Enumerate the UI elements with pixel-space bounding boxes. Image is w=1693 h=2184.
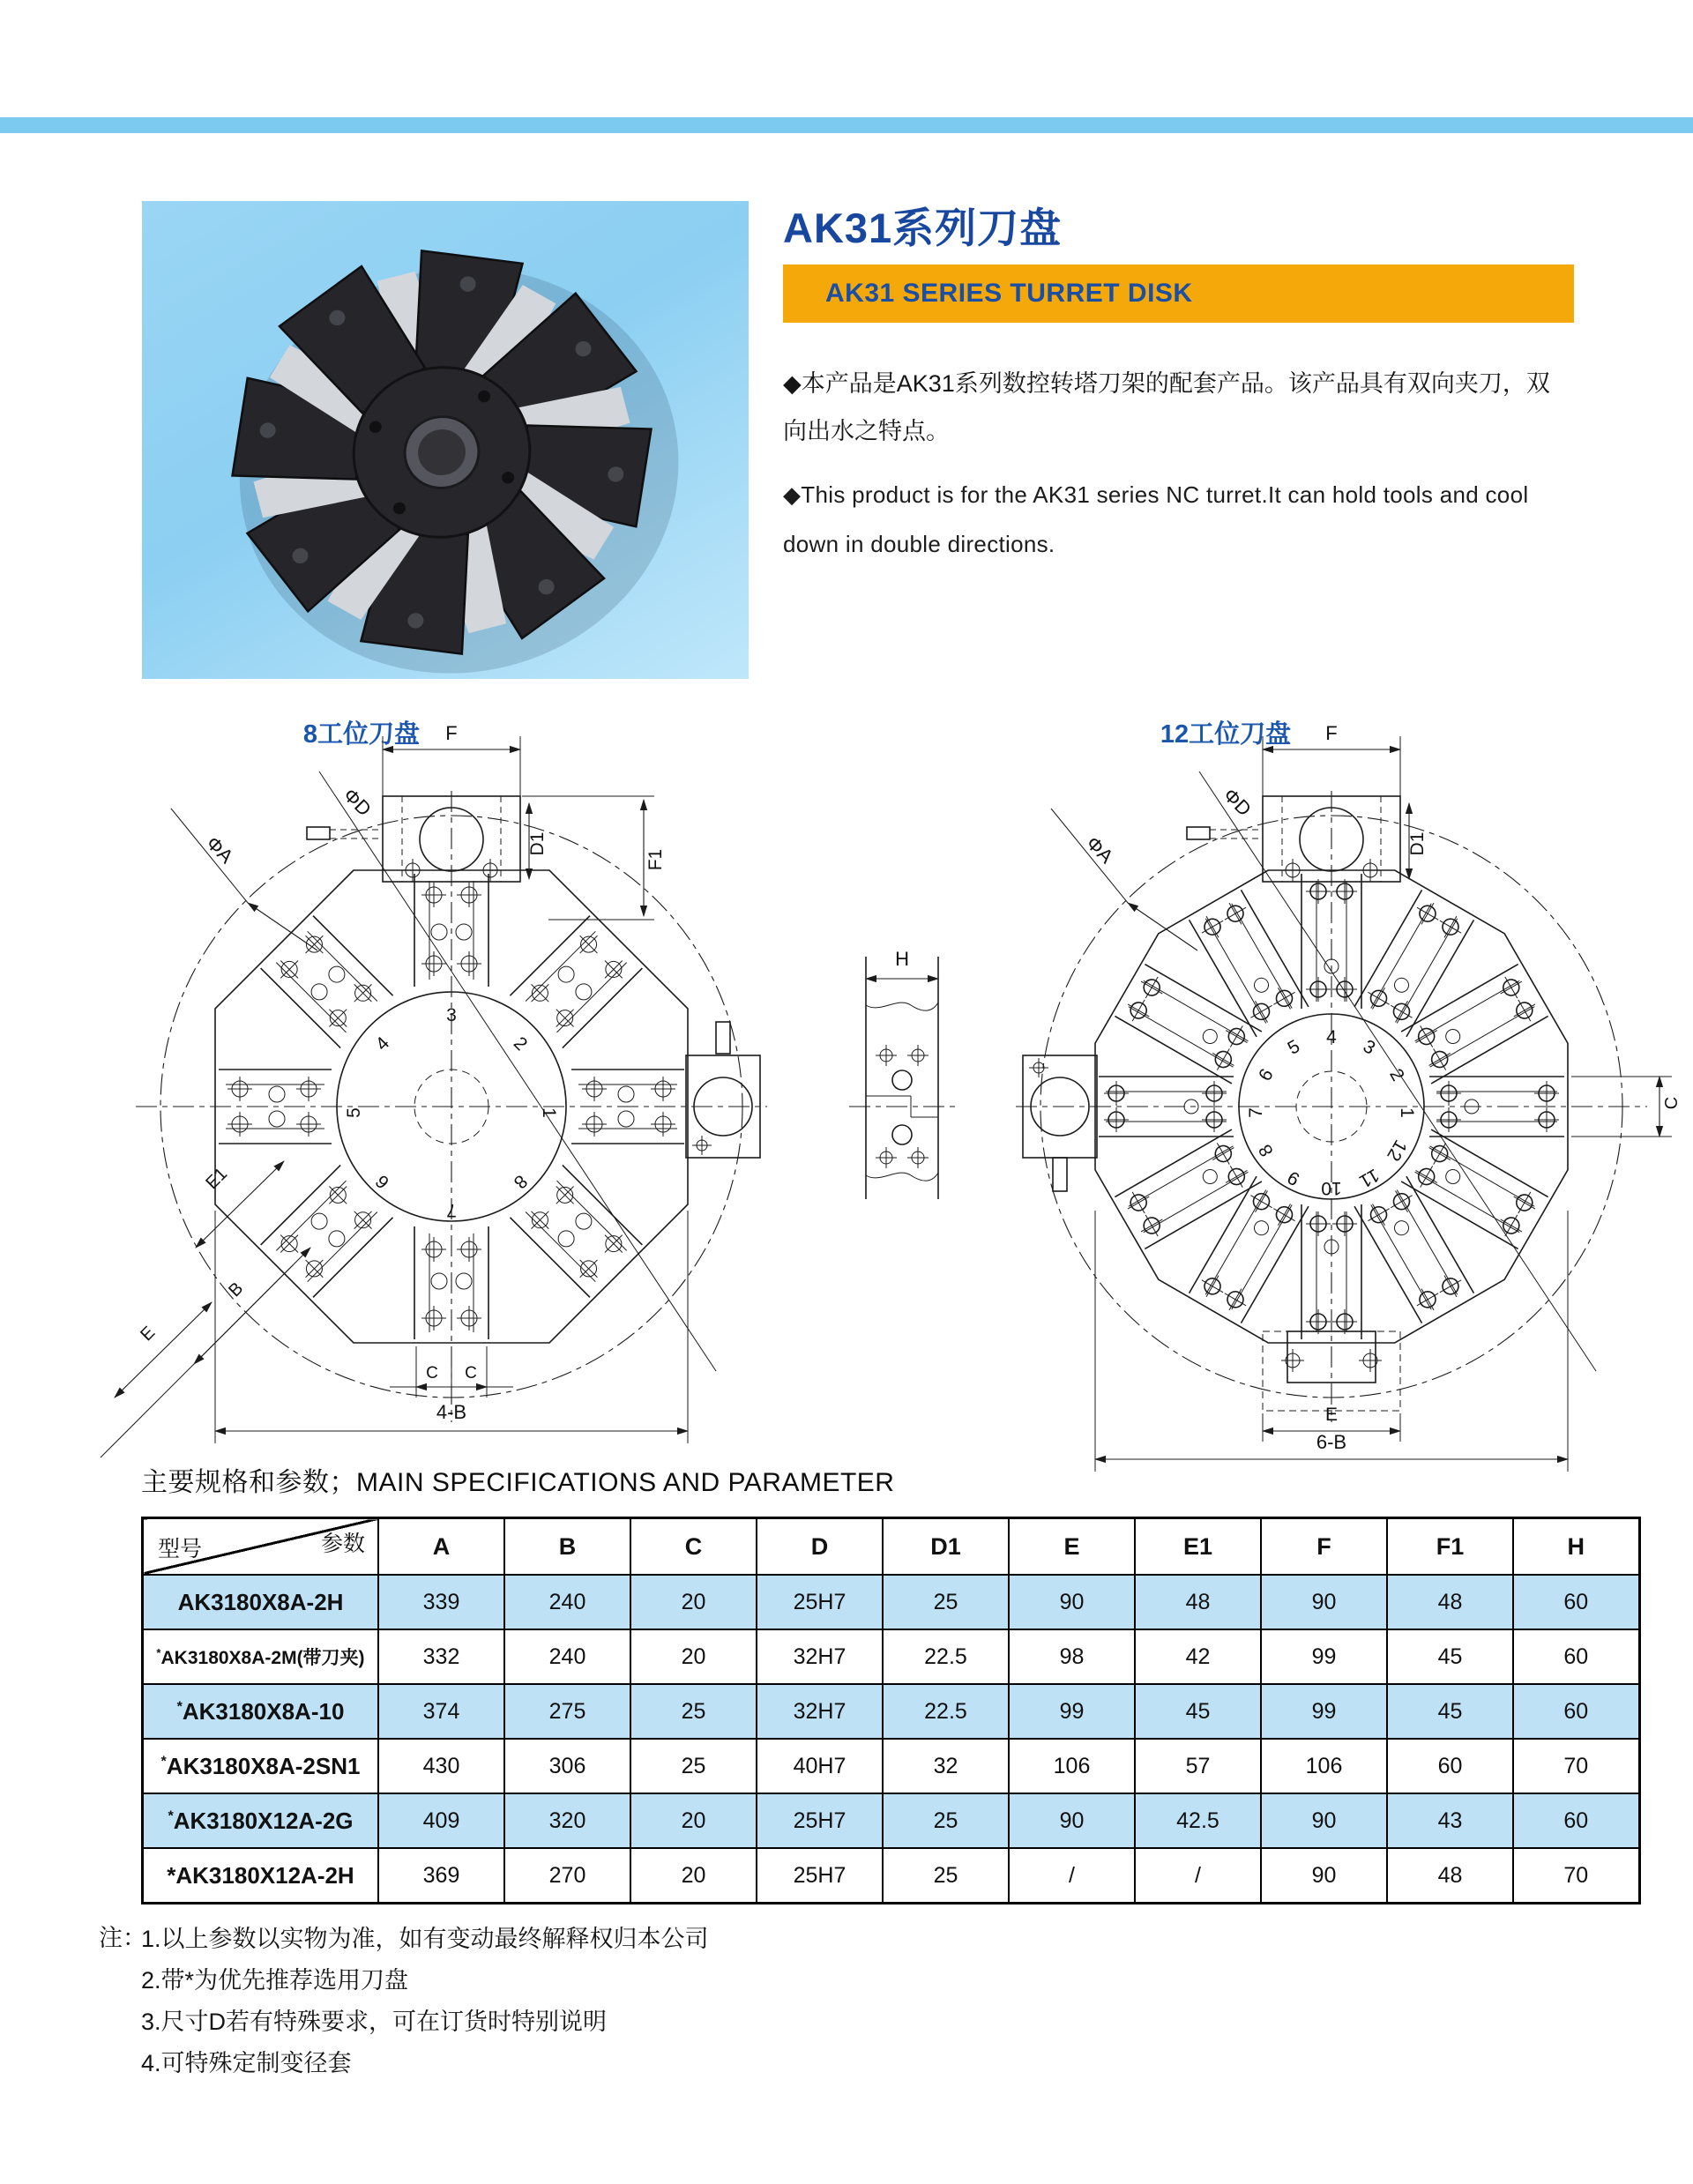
- spec-table: [141, 1517, 1641, 1904]
- series-banner-text: AK31 SERIES TURRET DISK: [825, 279, 1193, 308]
- dim-label: C: [426, 1364, 438, 1383]
- table-row: [143, 1684, 1640, 1739]
- spec-value-cell: 99: [1261, 1629, 1387, 1684]
- dim-label: 9: [1284, 1167, 1304, 1189]
- spec-value-cell: 25: [630, 1684, 757, 1739]
- spec-value-cell: 270: [504, 1848, 630, 1904]
- dim-label: ΦA: [1082, 831, 1118, 868]
- dim-label: 5: [1284, 1036, 1304, 1059]
- series-banner: [783, 265, 1574, 323]
- spec-value-cell: 339: [378, 1575, 504, 1629]
- dim-label: 7: [1246, 1107, 1266, 1118]
- dim-label: ΦD: [339, 784, 376, 821]
- spec-value-cell: 90: [1009, 1575, 1135, 1629]
- spec-value-cell: 20: [630, 1629, 757, 1684]
- table-row: [143, 1793, 1640, 1848]
- dim-label: E: [1324, 1405, 1339, 1425]
- spec-value-cell: 57: [1135, 1739, 1261, 1793]
- dim-label: 6: [371, 1170, 394, 1193]
- spec-value-cell: 275: [504, 1684, 630, 1739]
- spec-value-cell: 42.5: [1135, 1793, 1261, 1848]
- spec-value-cell: 409: [378, 1793, 504, 1848]
- notes-section: [99, 1919, 709, 2084]
- spec-value-cell: 240: [504, 1575, 630, 1629]
- spec-value-cell: 430: [378, 1739, 504, 1793]
- spec-value-cell: 106: [1009, 1739, 1135, 1793]
- dim-label: F1: [645, 848, 666, 871]
- spec-value-cell: 40H7: [757, 1739, 883, 1793]
- dim-label: C: [465, 1364, 477, 1383]
- spec-value-cell: 306: [504, 1739, 630, 1793]
- spec-value-cell: 25: [630, 1739, 757, 1793]
- dim-label: 8: [509, 1170, 532, 1193]
- dim-label: 4: [371, 1032, 394, 1055]
- top-accent-stripe: [0, 117, 1693, 133]
- spec-value-cell: 25: [883, 1575, 1009, 1629]
- dim-label: 2: [509, 1032, 532, 1055]
- spec-value-cell: /: [1135, 1848, 1261, 1904]
- spec-value-cell: 320: [504, 1793, 630, 1848]
- dim-label: F: [445, 722, 458, 744]
- dim-label: 11: [1355, 1164, 1383, 1192]
- dim-label: 6: [1255, 1065, 1278, 1085]
- spec-value-cell: 60: [1513, 1629, 1639, 1684]
- table-row: [143, 1629, 1640, 1684]
- note-item: 2.带*为优先推荐选用刀盘: [141, 1967, 409, 1994]
- dim-label: ΦA: [202, 831, 238, 868]
- corner-label-parameter: 参数: [320, 1532, 365, 1556]
- description-chinese: ◆本产品是AK31系列数控转塔刀架的配套产品。该产品具有双向夹刀，双向出水之特点。: [783, 370, 1550, 444]
- drawing-title-8-station: 8工位刀盘: [302, 720, 421, 749]
- spec-value-cell: 60: [1513, 1793, 1639, 1848]
- spec-value-cell: 32: [883, 1739, 1009, 1793]
- spec-value-cell: 90: [1261, 1848, 1387, 1904]
- spec-value-cell: 60: [1513, 1684, 1639, 1739]
- note-item: 3.尺寸D若有特殊要求，可在订货时特别说明: [141, 2009, 608, 2035]
- dim-label: 1: [1397, 1107, 1417, 1118]
- spec-value-cell: 43: [1387, 1793, 1513, 1848]
- dim-label: 2: [1385, 1065, 1408, 1085]
- dim-label: C: [1662, 1096, 1682, 1110]
- spec-value-cell: 42: [1135, 1629, 1261, 1684]
- spec-value-cell: 48: [1387, 1575, 1513, 1629]
- table-row: [143, 1739, 1640, 1793]
- table-row: [143, 1848, 1640, 1904]
- page-title: AK31系列刀盘: [783, 205, 1063, 251]
- spec-value-cell: 106: [1261, 1739, 1387, 1793]
- column-header: E: [1009, 1518, 1135, 1576]
- column-header: E1: [1135, 1518, 1261, 1576]
- dim-label: B: [225, 1278, 248, 1301]
- drawing-12-station: [1016, 722, 1682, 1472]
- spec-value-cell: 20: [630, 1848, 757, 1904]
- description-english: ◆This product is for the AK31 series NC turret.It can hold tools and cool down in double directions.: [783, 481, 1529, 557]
- column-header: F: [1261, 1518, 1387, 1576]
- spec-value-cell: 20: [630, 1575, 757, 1629]
- spec-value-cell: 60: [1387, 1739, 1513, 1793]
- dim-label: 8: [1255, 1140, 1278, 1160]
- model-cell: *AK3180X8A-10: [143, 1684, 379, 1739]
- spec-value-cell: 48: [1387, 1848, 1513, 1904]
- dim-label: E: [137, 1323, 160, 1345]
- drawing-side-view: [849, 948, 955, 1199]
- spec-value-cell: 22.5: [883, 1629, 1009, 1684]
- column-header: A: [378, 1518, 504, 1576]
- column-header: D1: [883, 1518, 1009, 1576]
- spec-value-cell: /: [1009, 1848, 1135, 1904]
- spec-value-cell: 45: [1387, 1629, 1513, 1684]
- dim-label: H: [895, 948, 909, 970]
- dim-label: F: [1325, 722, 1338, 744]
- dim-label: D1: [527, 831, 548, 856]
- spec-value-cell: 20: [630, 1793, 757, 1848]
- dim-label: 7: [446, 1200, 457, 1220]
- spec-value-cell: 374: [378, 1684, 504, 1739]
- spec-value-cell: 90: [1009, 1793, 1135, 1848]
- specifications-table: [141, 1517, 1641, 1904]
- dim-label: D1: [1407, 831, 1428, 856]
- drawing-title-12-station: 12工位刀盘: [1160, 720, 1292, 749]
- notes-prefix: 注：: [99, 1925, 146, 1951]
- spec-value-cell: 25: [883, 1793, 1009, 1848]
- spec-value-cell: 32H7: [757, 1684, 883, 1739]
- dim-label: 3: [446, 1005, 457, 1025]
- dim-label: 10: [1321, 1178, 1342, 1198]
- model-cell: *AK3180X12A-2G: [143, 1793, 379, 1848]
- technical-drawings: [97, 722, 1682, 1464]
- model-cell: AK3180X8A-2H: [143, 1575, 379, 1629]
- note-item: 1.以上参数以实物为准，如有变动最终解释权归本公司: [141, 1926, 709, 1952]
- spec-value-cell: 25H7: [757, 1575, 883, 1629]
- spec-value-cell: 99: [1261, 1684, 1387, 1739]
- dim-label: ΦD: [1219, 784, 1256, 821]
- spec-value-cell: 48: [1135, 1575, 1261, 1629]
- dim-label: 1: [539, 1107, 559, 1118]
- spec-value-cell: 25: [883, 1848, 1009, 1904]
- spec-value-cell: 99: [1009, 1684, 1135, 1739]
- model-cell: *AK3180X8A-2SN1: [143, 1739, 379, 1793]
- drawing-8-station: [101, 722, 767, 1457]
- note-item: 4.可特殊定制变径套: [141, 2050, 352, 2076]
- column-header: F1: [1387, 1518, 1513, 1576]
- spec-value-cell: 90: [1261, 1793, 1387, 1848]
- dim-label: 4: [1326, 1027, 1337, 1047]
- spec-value-cell: 32H7: [757, 1629, 883, 1684]
- specifications-heading: 主要规格和参数；MAIN SPECIFICATIONS AND PARAMETER: [141, 1468, 895, 1497]
- column-header: H: [1513, 1518, 1639, 1576]
- model-cell: *AK3180X12A-2H: [143, 1848, 379, 1904]
- spec-value-cell: 240: [504, 1629, 630, 1684]
- spec-value-cell: 98: [1009, 1629, 1135, 1684]
- spec-value-cell: 369: [378, 1848, 504, 1904]
- table-header-row: [143, 1518, 1640, 1576]
- dim-label: 5: [344, 1107, 364, 1118]
- corner-label-model: 型号: [158, 1537, 203, 1562]
- spec-value-cell: 25H7: [757, 1793, 883, 1848]
- spec-value-cell: 90: [1261, 1575, 1387, 1629]
- table-row: [143, 1575, 1640, 1629]
- column-header: C: [630, 1518, 757, 1576]
- spec-value-cell: 22.5: [883, 1684, 1009, 1739]
- product-photo-panel: [142, 201, 749, 679]
- column-header: B: [504, 1518, 630, 1576]
- dim-label: 12: [1383, 1136, 1411, 1165]
- spec-value-cell: 332: [378, 1629, 504, 1684]
- dim-label: 3: [1359, 1036, 1379, 1059]
- dim-label: E1: [202, 1164, 232, 1194]
- spec-value-cell: 60: [1513, 1575, 1639, 1629]
- column-header: D: [757, 1518, 883, 1576]
- product-photo: [142, 201, 749, 679]
- spec-value-cell: 70: [1513, 1848, 1639, 1904]
- dim-label: 6-B: [1316, 1431, 1347, 1453]
- spec-value-cell: 70: [1513, 1739, 1639, 1793]
- spec-value-cell: 45: [1387, 1684, 1513, 1739]
- corner-header-cell: [143, 1518, 379, 1576]
- dim-label: 4-B: [436, 1401, 467, 1423]
- spec-value-cell: 25H7: [757, 1848, 883, 1904]
- spec-value-cell: 45: [1135, 1684, 1261, 1739]
- model-cell: *AK3180X8A-2M(带刀夹): [143, 1629, 379, 1684]
